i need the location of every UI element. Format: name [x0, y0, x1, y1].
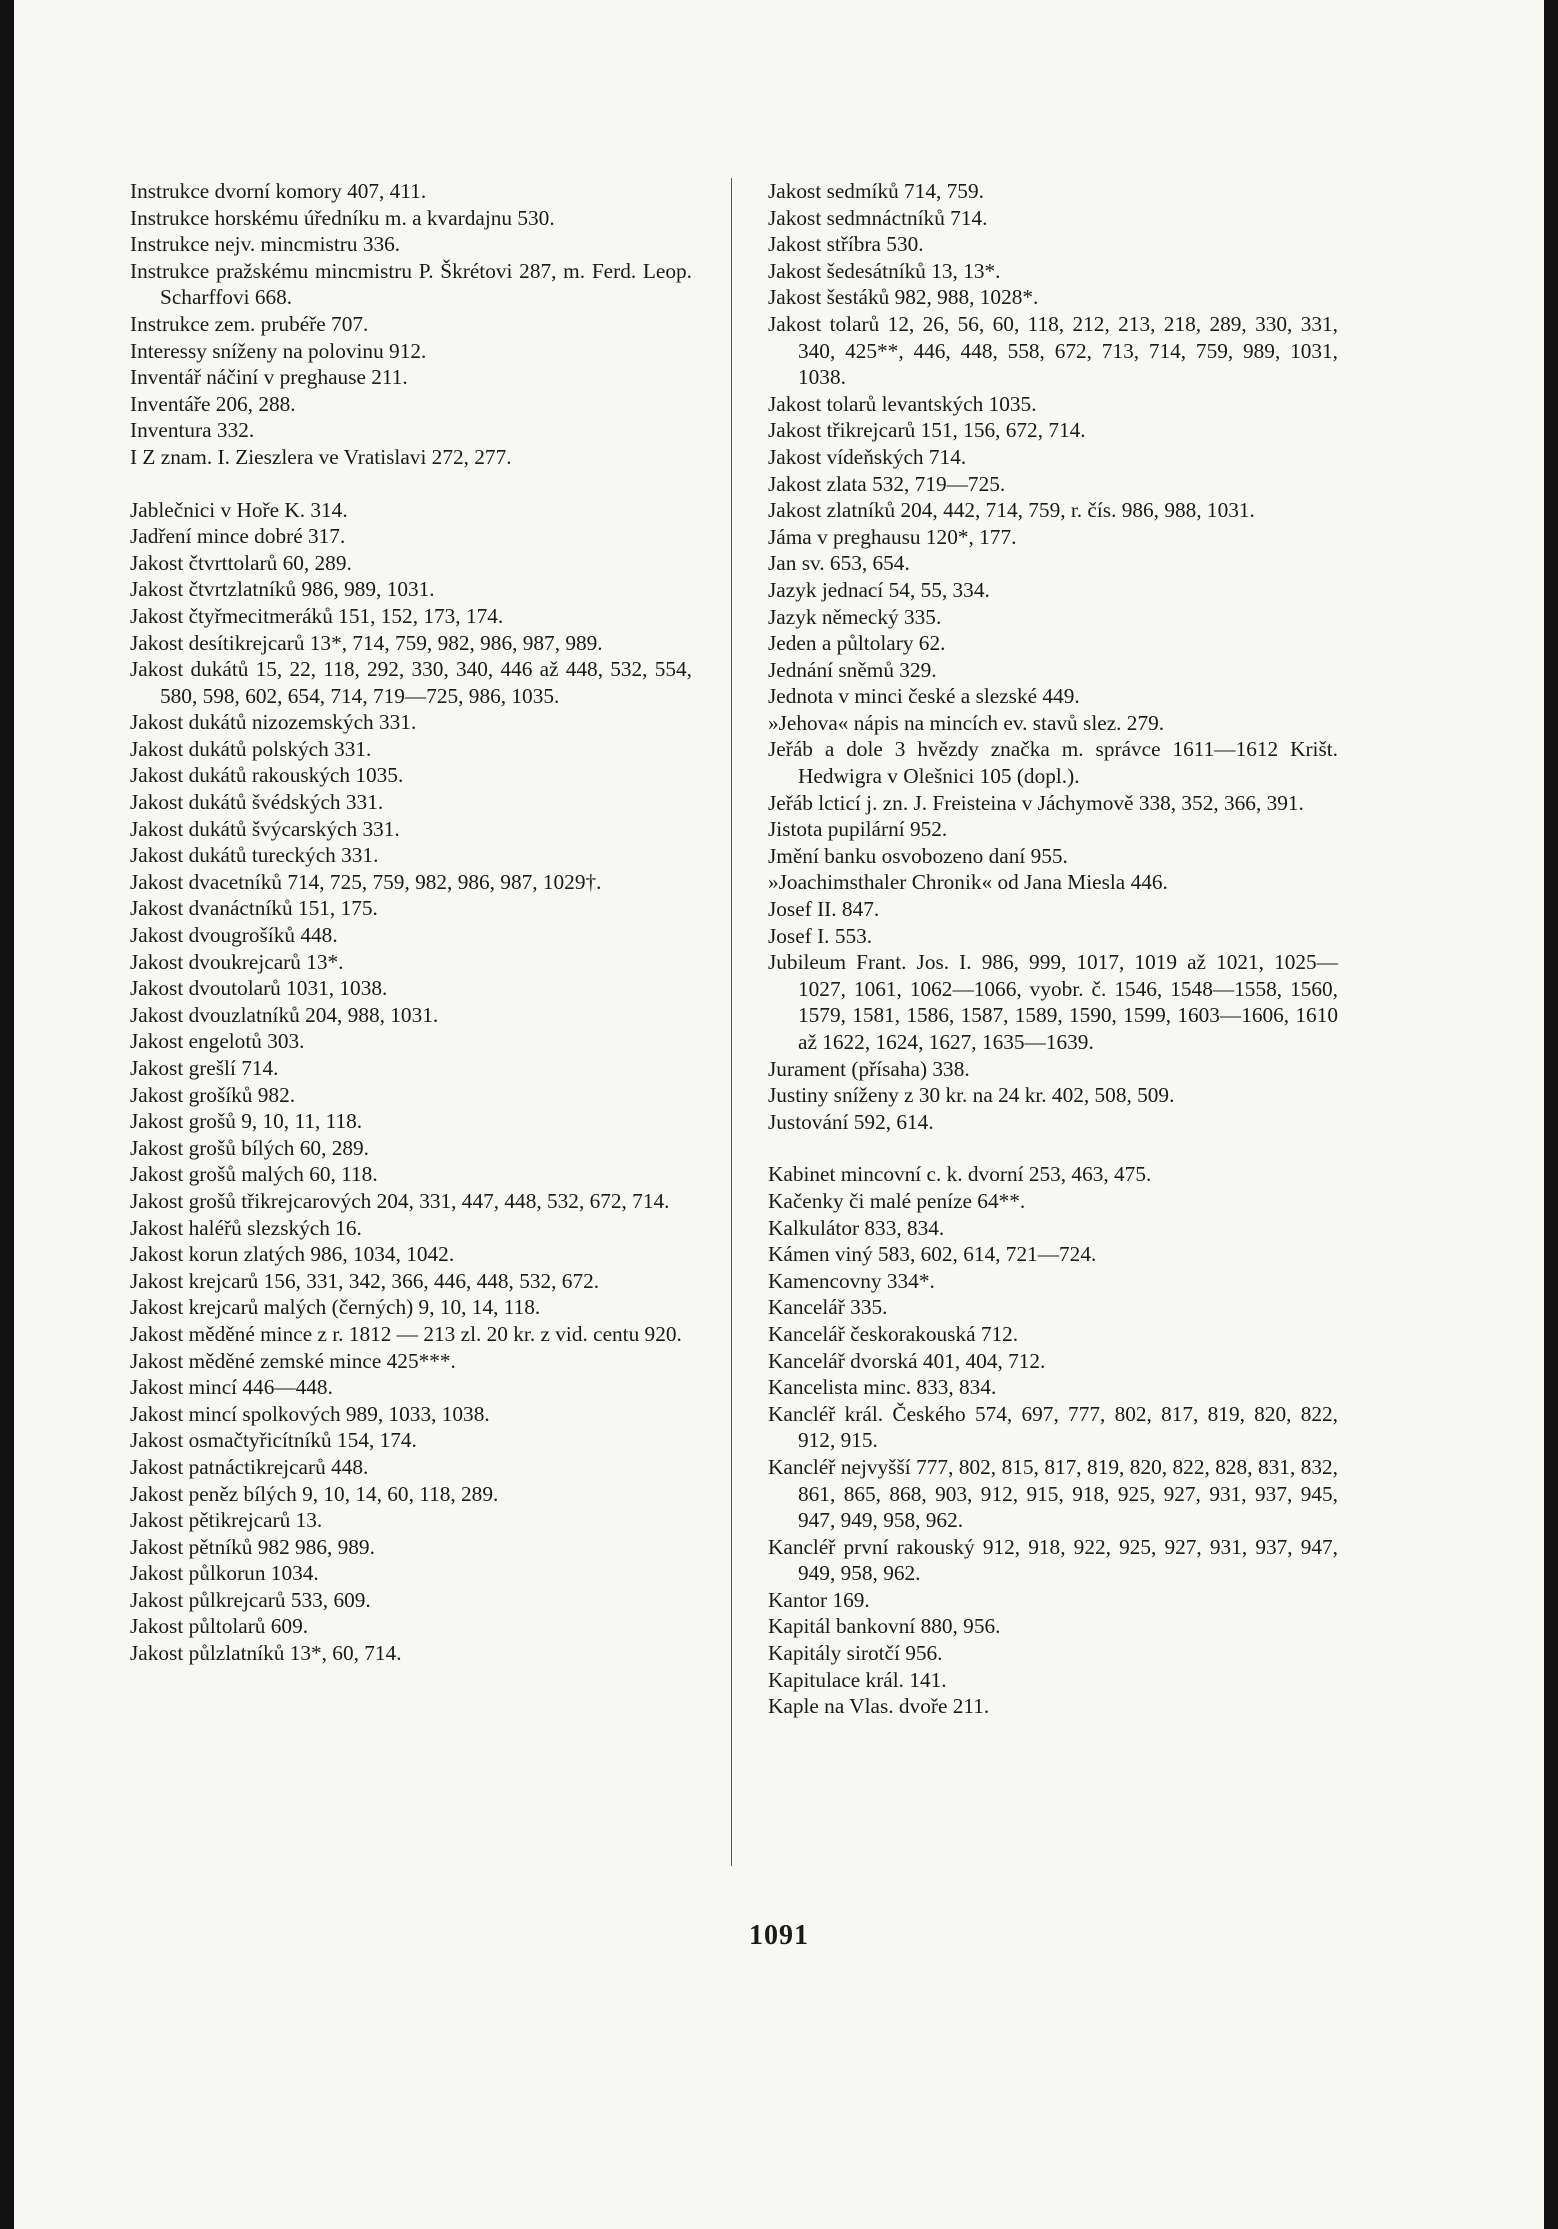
- index-entry: Inventář náčiní v preghause 211.: [130, 365, 408, 390]
- index-entry: Jakost osmačtyřicítníků 154, 174.: [130, 1428, 417, 1453]
- index-entry: Jakost dvacetníků 714, 725, 759, 982, 986, 987, 1029†.: [130, 869, 602, 894]
- index-entry: Jakost sedmnáctníků 714.: [768, 205, 988, 230]
- index-entry: Jakost grešlí 714.: [130, 1056, 279, 1080]
- index-entry: Jablečnici v Hoře K. 314.: [130, 497, 348, 522]
- index-entry: Instrukce pražskému mincmistru P. Škrétovi 287, m. Ferd. Leop. Scharffovi 668.: [130, 258, 692, 310]
- index-entry: Kantor 169.: [768, 1587, 870, 1612]
- index-entry: Jurament (přísaha) 338.: [768, 1056, 970, 1081]
- index-entry: Jeřáb a dole 3 hvězdy značka m. správce 1611—1612 Krišt. Hedwigra v Olešnici 105 (dopl.).: [768, 737, 1338, 789]
- column-divider: [731, 178, 732, 1866]
- index-entry: Jakost dvougrošíků 448.: [130, 923, 338, 948]
- index-entry: Justování 592, 614.: [768, 1109, 934, 1134]
- left-index-group-j: [130, 497, 692, 1667]
- index-entry: Instrukce nejv. mincmistru 336.: [130, 232, 401, 257]
- index-entry: Jakost dvouzlatníků 204, 988, 1031.: [130, 1002, 439, 1027]
- index-entry: Jakost pětikrejcarů 13.: [130, 1508, 323, 1533]
- index-entry: Jakost dukátů tureckých 331.: [130, 843, 379, 868]
- index-entry: Jakost stříbra 530.: [768, 232, 924, 257]
- left-index-group-i: [130, 178, 692, 471]
- index-entry: Jakost tolarů levantských 1035.: [768, 391, 1037, 416]
- index-entry: Jeřáb lcticí j. zn. J. Freisteina v Jáchymově 338, 352, 366, 391.: [768, 790, 1304, 815]
- index-entry: Jakost peněz bílých 9, 10, 14, 60, 118, 289.: [130, 1481, 499, 1506]
- index-entry: Jakost korun zlatých 986, 1034, 1042.: [130, 1242, 455, 1267]
- index-entry: Jakost dvoukrejcarů 13*.: [130, 949, 344, 974]
- index-entry: Jazyk německý 335.: [768, 604, 942, 629]
- index-entry: Jadření mince dobré 317.: [130, 524, 346, 549]
- index-entry: Kancléř nejvyšší 777, 802, 815, 817, 819, 820, 822, 828, 831, 832, 861, 865, 868, 903, 912, 915, 918, 925, 927, 931, 937, 945, 947, 949, 958, 962.: [768, 1454, 1338, 1533]
- index-entry: Jakost grošů třikrejcarových 204, 331, 447, 448, 532, 672, 714.: [130, 1188, 670, 1213]
- index-entry: Jakost půlkorun 1034.: [130, 1561, 319, 1586]
- index-entry: Jakost půltolarů 609.: [130, 1614, 309, 1639]
- index-entry: Jakost půlkrejcarů 533, 609.: [130, 1587, 371, 1612]
- index-entry: Interessy sníženy na polovinu 912.: [130, 338, 427, 363]
- index-entry: Kámen viný 583, 602, 614, 721—724.: [768, 1242, 1097, 1267]
- index-entry: Jakost měděné mince z r. 1812 — 213 zl. 20 kr. z vid. centu 920.: [130, 1321, 682, 1346]
- index-entry: »Joachimsthaler Chronik« od Jana Miesla 446.: [768, 870, 1168, 895]
- index-entry: Jakost měděné zemské mince 425***.: [130, 1348, 456, 1373]
- index-entry: Kancelář dvorská 401, 404, 712.: [768, 1348, 1046, 1373]
- index-entry: Jakost dukátů nizozemských 331.: [130, 710, 417, 735]
- index-entry: Kancléř král. Českého 574, 697, 777, 802, 817, 819, 820, 822, 912, 915.: [768, 1401, 1338, 1453]
- right-index-group-j: [768, 178, 1338, 1135]
- index-entry: Jakost mincí 446—448.: [130, 1375, 333, 1400]
- index-entry: Jakost dukátů 15, 22, 118, 292, 330, 340, 446 až 448, 532, 554, 580, 598, 602, 654, 714, 719—725, 986, 1035.: [130, 657, 692, 708]
- index-entry: I Z znam. I. Zieszlera ve Vratislavi 272, 277.: [130, 444, 512, 469]
- index-entry: Instrukce horskému úředníku m. a kvardajnu 530.: [130, 205, 555, 230]
- index-entry: Jakost krejcarů 156, 331, 342, 366, 446, 448, 532, 672.: [130, 1268, 600, 1293]
- index-entry: Kačenky či malé peníze 64**.: [768, 1188, 1026, 1213]
- index-entry: Justiny sníženy z 30 kr. na 24 kr. 402, 508, 509.: [768, 1083, 1175, 1108]
- index-entry: Kancelista minc. 833, 834.: [768, 1375, 997, 1400]
- index-entry: Jakost čtvrttolarů 60, 289.: [130, 550, 352, 575]
- index-entry: Jistota pupilární 952.: [768, 817, 948, 842]
- index-entry: Jakost dukátů rakouských 1035.: [130, 763, 404, 788]
- index-entry: Jakost zlatníků 204, 442, 714, 759, r. čís. 986, 988, 1031.: [768, 498, 1255, 523]
- index-entry: Jednání sněmů 329.: [768, 657, 937, 682]
- index-entry: Jakost třikrejcarů 151, 156, 672, 714.: [768, 418, 1086, 443]
- index-entry: Jakost tolarů 12, 26, 56, 60, 118, 212, 213, 218, 289, 330, 331, 340, 425**, 446, 448, 558, 672, 713, 714, 759, 989, 1031, 1038.: [768, 311, 1338, 390]
- index-entry: Kaple na Vlas. dvoře 211.: [768, 1694, 990, 1719]
- index-entry: Jakost dvanáctníků 151, 175.: [130, 896, 378, 921]
- index-entry: Jakost desítikrejcarů 13*, 714, 759, 982, 986, 987, 989.: [130, 630, 603, 655]
- index-entry: Jan sv. 653, 654.: [768, 551, 910, 576]
- index-entry: Jakost dvoutolarů 1031, 1038.: [130, 976, 388, 1001]
- index-entry: Jakost půlzlatníků 13*, 60, 714.: [130, 1641, 402, 1666]
- index-entry: Jeden a půltolary 62.: [768, 631, 946, 656]
- index-entry: Jakost pětníků 982 986, 989.: [130, 1534, 375, 1559]
- index-entry: Jakost krejcarů malých (černých) 9, 10, 14, 118.: [130, 1295, 541, 1320]
- index-entry: Josef II. 847.: [768, 897, 880, 922]
- index-entry: Kamencovny 334*.: [768, 1268, 935, 1293]
- index-entry: Jazyk jednací 54, 55, 334.: [768, 577, 990, 602]
- index-entry: Jakost haléřů slezských 16.: [130, 1215, 362, 1240]
- index-entry: Jakost patnáctikrejcarů 448.: [130, 1454, 369, 1479]
- index-entry: Jakost čtvrtzlatníků 986, 989, 1031.: [130, 577, 435, 602]
- index-entry: Jubileum Frant. Jos. I. 986, 999, 1017, 1019 až 1021, 1025—1027, 1061, 1062—1066, vyobr. č. 1546, 1548—1558, 1560, 1579, 1581, 1586, 1587, 1589, 1590, 1599, 1603—1606, 1610 až 1622, 1624, 1627, 1635—1639.: [768, 950, 1338, 1054]
- index-entry: Jáma v preghausu 120*, 177.: [768, 524, 1017, 549]
- index-entry: Jakost grošů malých 60, 118.: [130, 1162, 378, 1187]
- index-entry: Kancléř první rakouský 912, 918, 922, 925, 927, 931, 937, 947, 949, 958, 962.: [768, 1534, 1338, 1586]
- index-entry: Jakost šestáků 982, 988, 1028*.: [768, 285, 1039, 310]
- index-entry: Kabinet mincovní c. k. dvorní 253, 463, 475.: [768, 1162, 1152, 1187]
- right-index-group-k: [768, 1161, 1338, 1719]
- index-entry: Kapitulace král. 141.: [768, 1667, 947, 1692]
- index-entry: Jakost grošů 9, 10, 11, 118.: [130, 1109, 363, 1134]
- index-entry: Jakost mincí spolkových 989, 1033, 1038.: [130, 1401, 490, 1426]
- index-entry: Jednota v minci české a slezské 449.: [768, 684, 1080, 709]
- group-gap: [130, 471, 692, 497]
- index-entry: »Jehova« nápis na mincích ev. stavů slez. 279.: [768, 710, 1165, 735]
- index-entry: Josef I. 553.: [768, 923, 873, 948]
- page-number: 1091: [749, 1920, 809, 1951]
- index-entry: Jakost dukátů švédských 331.: [130, 790, 384, 815]
- scan-edge-left: [0, 0, 14, 2229]
- scan-edge-right: [1544, 0, 1558, 2229]
- index-entry: Kancelář českorakouská 712.: [768, 1321, 1019, 1346]
- index-entry: Jakost dukátů švýcarských 331.: [130, 816, 400, 841]
- index-entry: Jmění banku osvobozeno daní 955.: [768, 843, 1068, 868]
- index-entry: Inventáře 206, 288.: [130, 391, 296, 416]
- index-entry: Jakost sedmíků 714, 759.: [768, 179, 984, 203]
- index-entry: Jakost šedesátníků 13, 13*.: [768, 258, 1001, 283]
- index-entry: Jakost grošů bílých 60, 289.: [130, 1135, 369, 1160]
- group-gap: [768, 1135, 1338, 1161]
- index-entry: Jakost grošíků 982.: [130, 1082, 296, 1107]
- index-entry: Jakost zlata 532, 719—725.: [768, 471, 1006, 496]
- index-entry: Jakost vídeňských 714.: [768, 444, 967, 469]
- index-entry: Kapitál bankovní 880, 956.: [768, 1614, 1001, 1639]
- index-entry: Jakost engelotů 303.: [130, 1029, 305, 1054]
- right-column: [768, 178, 1338, 1720]
- index-entry: Jakost dukátů polských 331.: [130, 736, 372, 761]
- index-entry: Kalkulátor 833, 834.: [768, 1215, 945, 1240]
- index-entry: Jakost čtyřmecitmeráků 151, 152, 173, 174.: [130, 603, 504, 628]
- left-column: [130, 178, 692, 1667]
- index-entry: Kancelář 335.: [768, 1295, 888, 1320]
- index-entry: Instrukce dvorní komory 407, 411.: [130, 179, 427, 203]
- index-entry: Kapitály sirotčí 956.: [768, 1641, 943, 1666]
- index-entry: Inventura 332.: [130, 418, 255, 443]
- index-entry: Instrukce zem. prubéře 707.: [130, 311, 369, 336]
